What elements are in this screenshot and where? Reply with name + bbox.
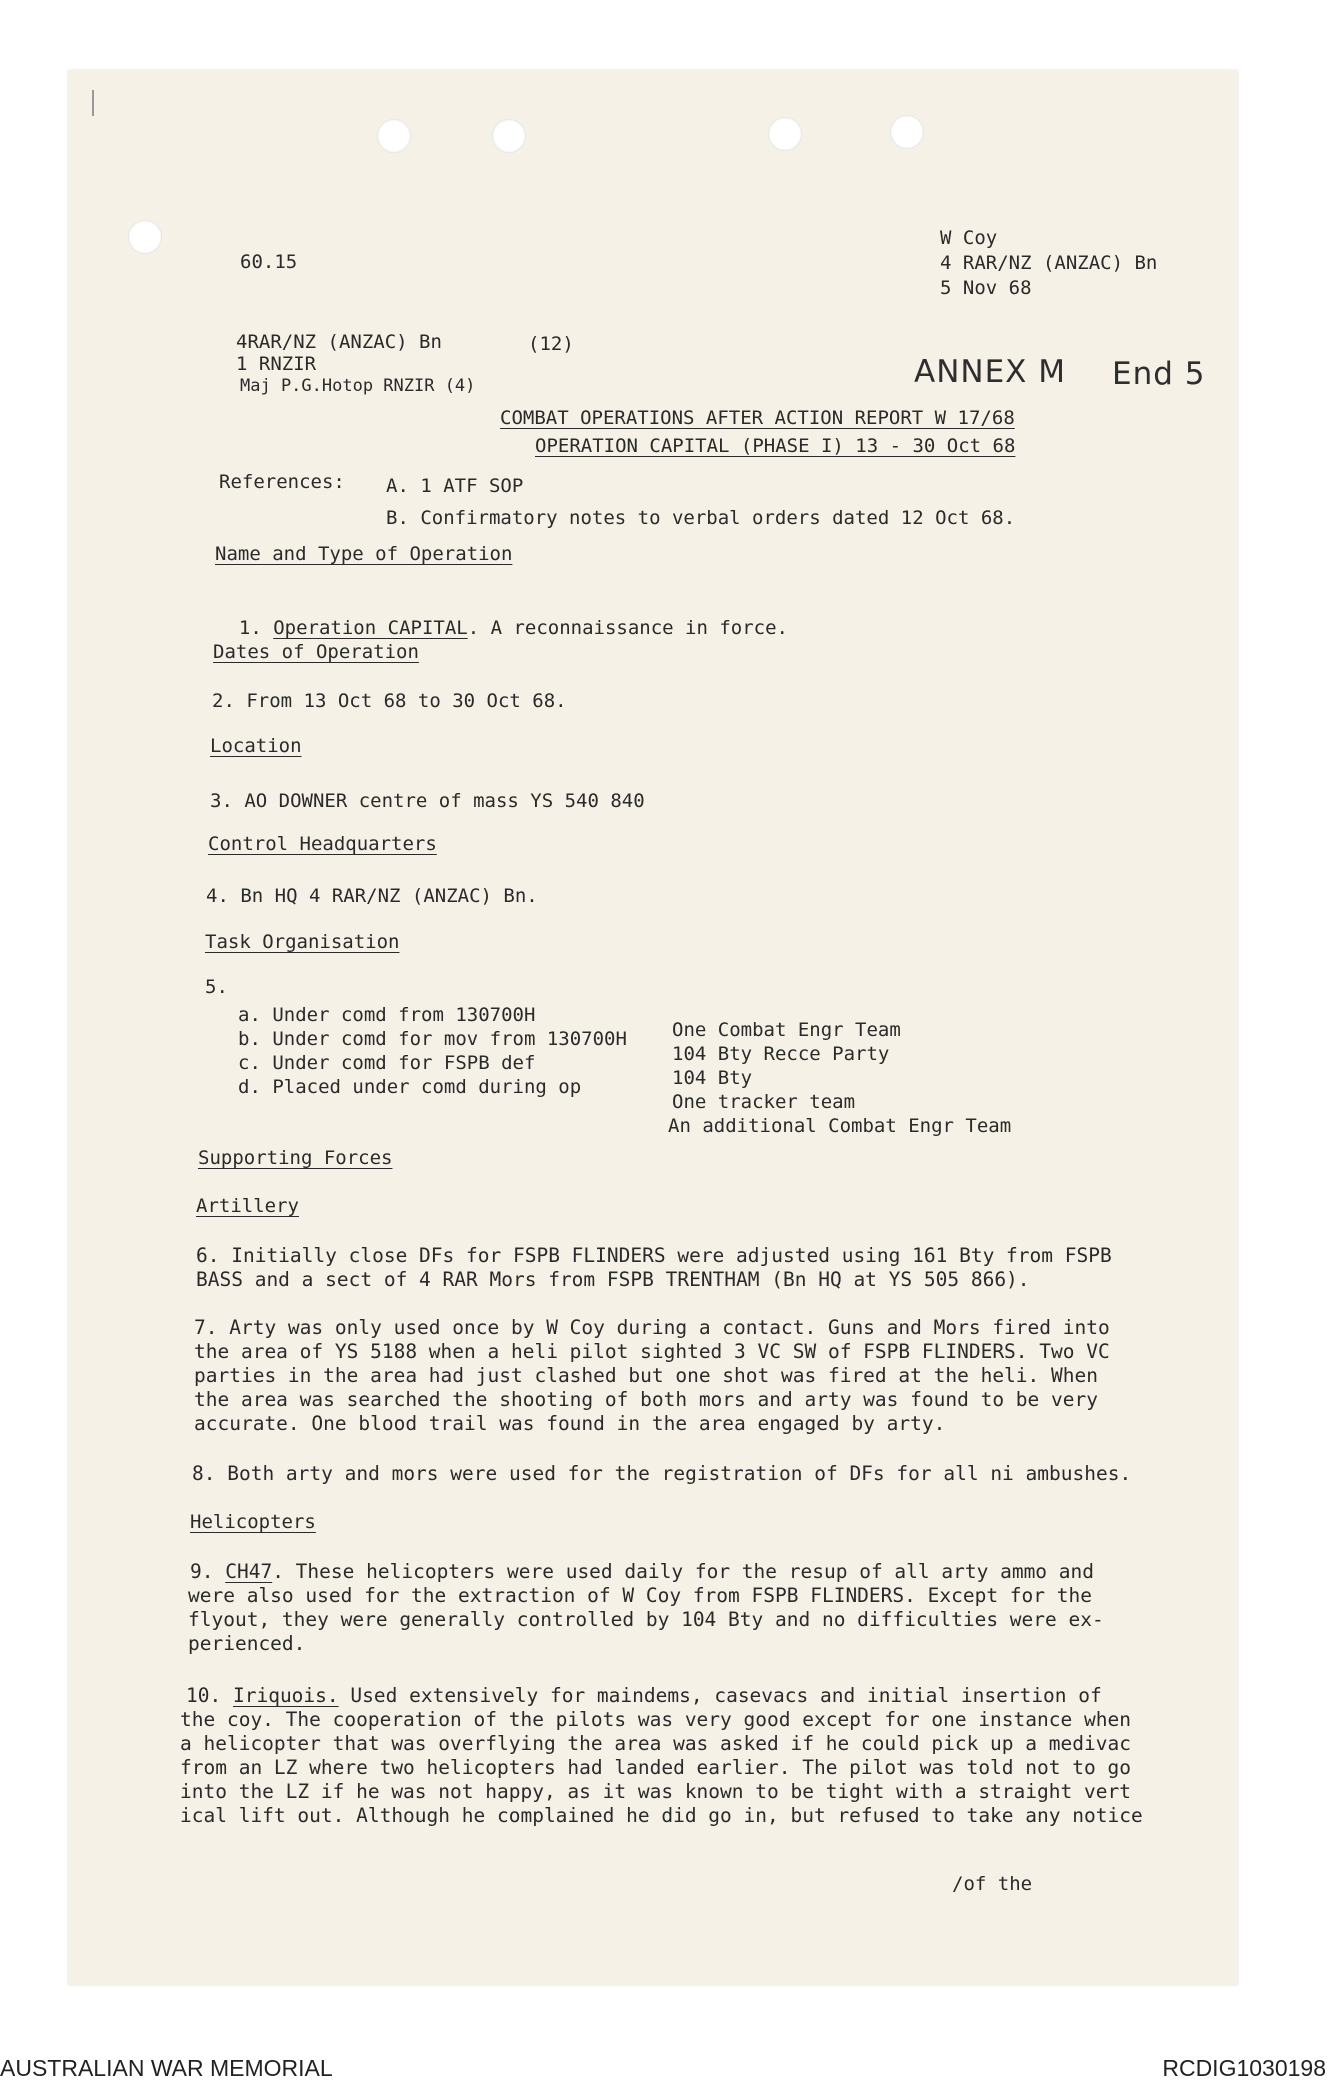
- para-6-line-2: BASS and a sect of 4 RAR Mors from FSPB TRENTHAM (Bn HQ at YS 505 866).: [196, 1268, 1030, 1291]
- heading-supporting-forces: Supporting Forces: [198, 1147, 393, 1169]
- para-9-line-4: perienced.: [188, 1632, 306, 1655]
- para-9-text: . These helicopters were used daily for the resup of all arty ammo and: [272, 1560, 1095, 1583]
- para-7-line-4: the area was searched the shooting of both mors and arty was found to be very: [194, 1388, 1098, 1411]
- para-9-line-1: [190, 1560, 1094, 1584]
- para-8: 8. Both arty and mors were used for the registration of DFs for all ni ambushes.: [192, 1462, 1132, 1485]
- task-unit-3: 104 Bty: [672, 1067, 753, 1089]
- heading-control-hq: Control Headquarters: [208, 833, 437, 855]
- reference-a: A. 1 ATF SOP: [386, 475, 524, 497]
- para-9-heading: CH47: [225, 1560, 273, 1583]
- para-5-number: 5.: [205, 976, 228, 998]
- para-2: 2. From 13 Oct 68 to 30 Oct 68.: [212, 690, 567, 712]
- reference-b: B. Confirmatory notes to verbal orders dated 12 Oct 68.: [386, 507, 1016, 529]
- footer-id: RCDIG1030198: [1162, 2055, 1326, 2081]
- para-7-line-2: the area of YS 5188 when a heli pilot sighted 3 VC SW of FSPB FLINDERS. Two VC: [194, 1340, 1110, 1363]
- para-10-heading: Iriquois.: [232, 1684, 339, 1707]
- punch-hole: [768, 117, 802, 151]
- punch-hole: [377, 119, 411, 153]
- recipient-line-3: Maj P.G.Hotop RNZIR (4): [240, 376, 476, 396]
- para-10-line-5: into the LZ if he was not happy, as it was known to be tight with a straight vert: [180, 1780, 1131, 1803]
- para-1-operation: Operation CAPITAL: [273, 617, 468, 639]
- para-10-line-6: ical lift out. Although he complained he did go in, but refused to take any notice: [180, 1804, 1143, 1827]
- task-unit-1: One Combat Engr Team: [672, 1019, 901, 1041]
- para-10-number: 10.: [186, 1684, 222, 1707]
- para-9-number: 9.: [190, 1560, 214, 1583]
- enclosure-handwritten: End 5: [1112, 356, 1206, 392]
- para-3: 3. AO DOWNER centre of mass YS 540 840: [210, 790, 645, 812]
- recipient-line-1: 4RAR/NZ (ANZAC) Bn: [236, 331, 442, 353]
- para-1-number: 1.: [238, 617, 262, 639]
- annex-handwritten: ANNEX M: [914, 354, 1067, 390]
- punch-hole: [890, 115, 924, 149]
- punch-hole: [492, 119, 526, 153]
- para-4: 4. Bn HQ 4 RAR/NZ (ANZAC) Bn.: [206, 885, 538, 907]
- task-unit-2: 104 Bty Recce Party: [672, 1043, 890, 1065]
- para-7-line-1: 7. Arty was only used once by W Coy during a contact. Guns and Mors fired into: [194, 1316, 1110, 1339]
- heading-task-org: Task Organisation: [205, 931, 400, 953]
- task-item-b: b. Under comd for mov from 130700H: [238, 1028, 627, 1050]
- recipient-line-2: 1 RNZIR: [236, 353, 317, 375]
- sender-line-3: 5 Nov 68: [940, 277, 1032, 299]
- para-6-line-1: 6. Initially close DFs for FSPB FLINDERS were adjusted using 161 Bty from FSPB: [196, 1244, 1112, 1267]
- task-unit-4: One tracker team: [672, 1091, 856, 1113]
- margin-mark: [92, 90, 94, 116]
- report-title-line-1: COMBAT OPERATIONS AFTER ACTION REPORT W 17/68: [500, 407, 1015, 429]
- para-7-line-3: parties in the area had just clashed but one shot was fired at the heli. When: [194, 1364, 1098, 1387]
- copy-number: (12): [528, 333, 574, 355]
- heading-name-type: Name and Type of Operation: [215, 543, 513, 565]
- task-item-a: a. Under comd from 130700H: [238, 1004, 536, 1026]
- task-item-c: c. Under comd for FSPB def: [238, 1052, 536, 1074]
- para-10-text: Used extensively for maindems, casevacs and initial insertion of: [338, 1684, 1102, 1707]
- para-10-line-3: a helicopter that was overflying the area was asked if he could pick up a medivac: [180, 1732, 1131, 1755]
- report-title-line-2: OPERATION CAPITAL (PHASE I) 13 - 30 Oct 68: [535, 435, 1016, 457]
- para-7-line-5: accurate. One blood trail was found in the area engaged by arty.: [194, 1412, 946, 1435]
- file-number: 60.15: [240, 251, 298, 273]
- para-9-line-2: were also used for the extraction of W Coy from FSPB FLINDERS. Except for the: [188, 1584, 1092, 1607]
- footer-source: AUSTRALIAN WAR MEMORIAL: [0, 2055, 333, 2081]
- para-1: [216, 592, 788, 640]
- punch-hole: [128, 220, 162, 254]
- sender-line-2: 4 RAR/NZ (ANZAC) Bn: [940, 252, 1158, 274]
- continuation-note: /of the: [952, 1873, 1033, 1895]
- task-item-d: d. Placed under comd during op: [238, 1076, 582, 1098]
- sender-line-1: W Coy: [940, 227, 998, 249]
- para-10-line-1: [186, 1684, 1102, 1708]
- task-unit-5: An additional Combat Engr Team: [668, 1115, 1012, 1137]
- para-9-line-3: flyout, they were generally controlled by 104 Bty and no difficulties were ex-: [188, 1608, 1104, 1631]
- heading-artillery: Artillery: [196, 1195, 299, 1217]
- heading-helicopters: Helicopters: [190, 1511, 316, 1533]
- para-1-text: . A reconnaissance in force.: [467, 617, 788, 639]
- para-10-line-4: from an LZ where two helicopters had landed earlier. The pilot was told not to go: [180, 1756, 1131, 1779]
- heading-location: Location: [210, 735, 302, 757]
- references-label: References:: [219, 471, 345, 493]
- heading-dates: Dates of Operation: [213, 641, 419, 663]
- para-10-line-2: the coy. The cooperation of the pilots was very good except for one instance when: [180, 1708, 1131, 1731]
